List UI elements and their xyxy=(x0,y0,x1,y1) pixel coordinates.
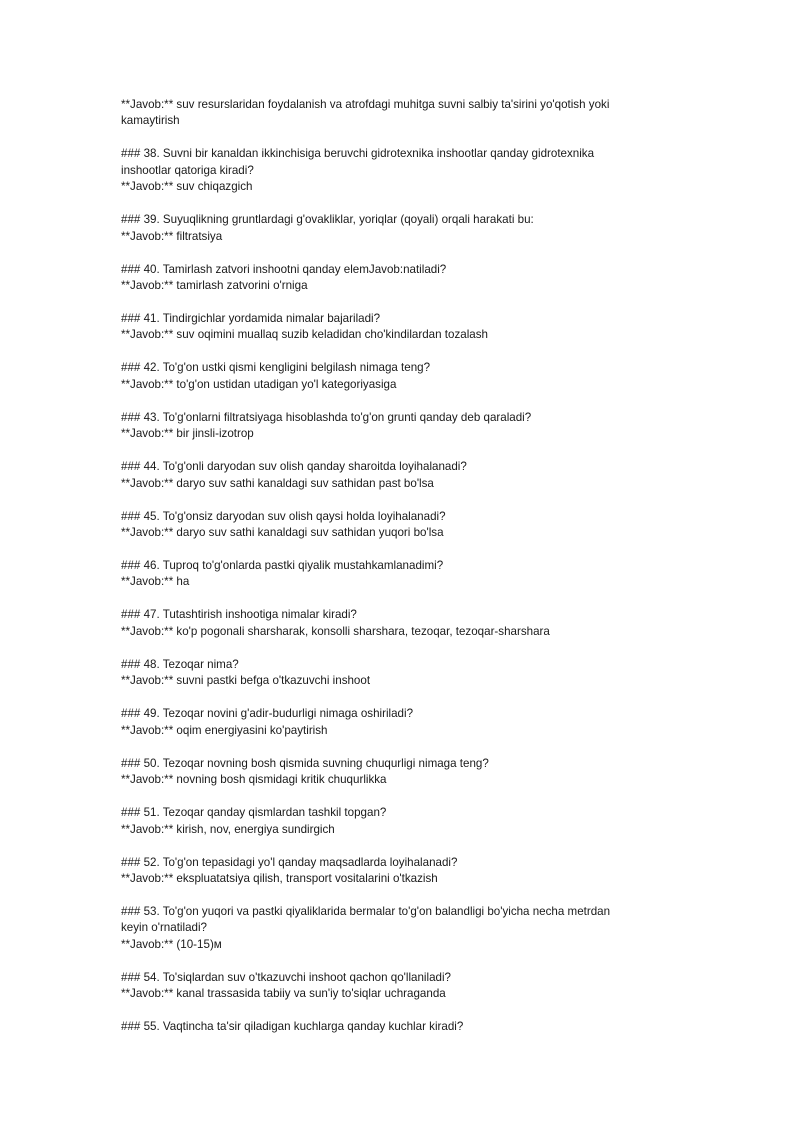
answer-line: **Javob:** ekspluatatsiya qilish, transport vositalarini o'tkazish xyxy=(121,871,438,885)
document-text xyxy=(121,97,681,1052)
question-line: ### 52. To'g'on tepasidagi yo'l qanday maqsadlarda loyihalanadi? xyxy=(121,855,458,869)
question-line: ### 43. To'g'onlarni filtratsiyaga hisoblashda to'g'on grunti qanday deb qaraladi? xyxy=(121,410,532,424)
answer-line: **Javob:** bir jinsli-izotrop xyxy=(121,427,254,441)
qa-block-52 xyxy=(121,855,681,888)
question-line: ### 54. To'siqlardan suv o'tkazuvchi inshoot qachon qo'llaniladi? xyxy=(121,970,451,984)
qa-block-47 xyxy=(121,607,681,640)
qa-block-41 xyxy=(121,311,681,344)
question-line: ### 53. To'g'on yuqori va pastki qiyaliklarida bermalar to'g'on balandligi bo'yicha necha metrdan xyxy=(121,904,611,918)
answer-line: **Javob:** filtratsiya xyxy=(121,229,223,243)
answer-line: **Javob:** daryo suv sathi kanaldagi suv sathidan past bo'lsa xyxy=(121,476,434,490)
question-line: ### 51. Tezoqar qanday qismlardan tashkil topgan? xyxy=(121,806,387,820)
question-line: ### 50. Tezoqar novning bosh qismida suvning chuqurligi nimaga teng? xyxy=(121,756,489,770)
qa-block-43 xyxy=(121,410,681,443)
question-line: ### 39. Suyuqlikning gruntlardagi g'ovakliklar, yoriqlar (qoyali) orqali harakati bu: xyxy=(121,213,534,227)
question-line: ### 49. Tezoqar novini g'adir-budurligi nimaga oshiriladi? xyxy=(121,707,414,721)
answer-line: **Javob:** kanal trassasida tabiiy va sun'iy to'siqlar uchraganda xyxy=(121,987,446,1001)
answer-line: **Javob:** to'g'on ustidan utadigan yo'l kategoriyasiga xyxy=(121,377,397,391)
question-line: keyin o'rnatiladi? xyxy=(121,921,207,935)
qa-block-49 xyxy=(121,706,681,739)
qa-block-53 xyxy=(121,904,681,953)
answer-line: **Javob:** (10-15)м xyxy=(121,937,222,951)
question-line: ### 46. Tuproq to'g'onlarda pastki qiyalik mustahkamlanadimi? xyxy=(121,559,444,573)
answer-line: **Javob:** ha xyxy=(121,575,190,589)
answer-line: **Javob:** novning bosh qismidagi kritik chuqurlikka xyxy=(121,773,387,787)
qa-block-50 xyxy=(121,756,681,789)
answer-line: **Javob:** oqim energiyasini ko'paytirish xyxy=(121,723,328,737)
question-line: ### 48. Tezoqar nima? xyxy=(121,657,239,671)
answer-line: **Javob:** tamirlash zatvorini o'rniga xyxy=(121,279,308,293)
question-line: ### 47. Tutashtirish inshootiga nimalar kiradi? xyxy=(121,608,357,622)
answer-line: **Javob:** kirish, nov, energiya sundirgich xyxy=(121,822,335,836)
question-line: ### 42. To'g'on ustki qismi kengligini belgilash nimaga teng? xyxy=(121,361,431,375)
qa-block-46 xyxy=(121,558,681,591)
qa-block-54 xyxy=(121,970,681,1003)
qa-block-55 xyxy=(121,1019,681,1035)
question-line: ### 41. Tindirgichlar yordamida nimalar bajariladi? xyxy=(121,312,381,326)
answer-line: **Javob:** suv chiqazgich xyxy=(121,180,253,194)
qa-block-48 xyxy=(121,657,681,690)
text-line: kamaytirish xyxy=(121,114,180,128)
answer-line: **Javob:** ko'p pogonali sharsharak, konsolli sharshara, tezoqar, tezoqar-sharshara xyxy=(121,624,550,638)
answer-block-37 xyxy=(121,97,681,130)
qa-block-51 xyxy=(121,805,681,838)
qa-block-42 xyxy=(121,360,681,393)
question-line: ### 40. Tamirlash zatvori inshootni qanday elemJavob:natiladi? xyxy=(121,262,447,276)
question-line: ### 55. Vaqtincha ta'sir qiladigan kuchlarga qanday kuchlar kiradi? xyxy=(121,1020,464,1034)
text-line: **Javob:** suv resurslaridan foydalanish va atrofdagi muhitga suvni salbiy ta'sirini yo'qotish yoki xyxy=(121,98,610,111)
question-line: inshootlar qatoriga kiradi? xyxy=(121,163,254,177)
question-line: ### 44. To'g'onli daryodan suv olish qanday sharoitda loyihalanadi? xyxy=(121,460,467,474)
qa-block-40 xyxy=(121,262,681,295)
qa-block-38 xyxy=(121,146,681,195)
question-line: ### 38. Suvni bir kanaldan ikkinchisiga beruvchi gidrotexnika inshootlar qanday gidrotexnika xyxy=(121,147,595,161)
answer-line: **Javob:** suvni pastki befga o'tkazuvchi inshoot xyxy=(121,674,371,688)
answer-line: **Javob:** daryo suv sathi kanaldagi suv sathidan yuqori bo'lsa xyxy=(121,526,444,540)
qa-block-45 xyxy=(121,509,681,542)
qa-block-44 xyxy=(121,459,681,492)
question-line: ### 45. To'g'onsiz daryodan suv olish qaysi holda loyihalanadi? xyxy=(121,509,446,523)
qa-block-39 xyxy=(121,212,681,245)
answer-line: **Javob:** suv oqimini muallaq suzib keladidan cho'kindilardan tozalash xyxy=(121,328,488,342)
